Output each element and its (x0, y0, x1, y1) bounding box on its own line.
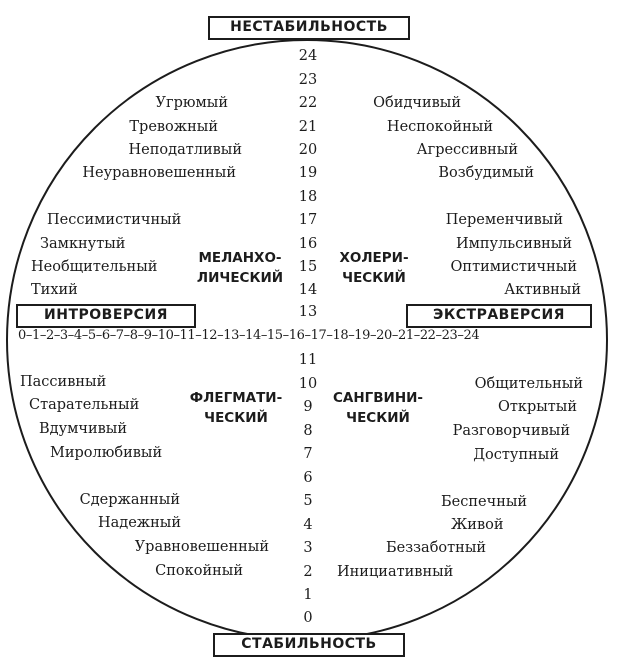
type-sanguine (322, 388, 434, 428)
trait-choleric: Обидчивый (373, 95, 461, 111)
type-choleric-line2: ЧЕСКИЙ (342, 270, 406, 286)
trait-melancholic: Необщительный (31, 259, 158, 275)
trait-melancholic: Неподатливый (128, 142, 242, 158)
trait-sanguine: Беззаботный (386, 540, 487, 556)
trait-melancholic: Угрюмый (155, 95, 228, 111)
trait-sanguine: Разговорчивый (452, 423, 570, 439)
scale-number: 21 (298, 119, 318, 135)
scale-number: 18 (298, 189, 318, 205)
trait-phlegmatic: Сдержанный (79, 492, 180, 508)
trait-melancholic: Неуравновешенный (82, 165, 236, 181)
trait-sanguine: Беспечный (441, 494, 528, 510)
pole-extraversion: ЭКСТРАВЕРСИЯ (406, 304, 592, 328)
scale-number: 4 (303, 517, 313, 533)
scale-number: 7 (303, 446, 313, 462)
scale-number: 19 (298, 165, 318, 181)
scale-number: 2 (303, 564, 313, 580)
type-melancholic-line2: ЛИЧЕСКИЙ (196, 270, 284, 286)
scale-number: 3 (303, 540, 313, 556)
trait-phlegmatic: Вдумчивый (39, 421, 128, 437)
trait-phlegmatic: Уравновешенный (134, 539, 269, 555)
trait-sanguine: Общительный (474, 376, 583, 392)
scale-number: 23 (298, 72, 318, 88)
scale-number: 13 (298, 304, 318, 320)
horizontal-scale: 0–1–2–3–4–5–6–7–8–9–10–11–12–13–14–15–16–17–18–19–20–21–22–23–24 (18, 328, 600, 344)
trait-melancholic: Замкнутый (40, 236, 126, 252)
trait-sanguine: Доступный (473, 447, 559, 463)
trait-phlegmatic: Спокойный (155, 563, 243, 579)
trait-phlegmatic: Старательный (29, 397, 140, 413)
scale-number: 14 (298, 282, 318, 298)
trait-melancholic: Тревожный (129, 119, 218, 135)
trait-phlegmatic: Надежный (97, 515, 181, 531)
pole-instability: НЕСТАБИЛЬНОСТЬ (208, 16, 410, 40)
type-sanguine-line2: ЧЕСКИЙ (346, 410, 410, 426)
type-phlegmatic-line1: ФЛЕГМАТИ- (189, 390, 283, 406)
scale-number: 15 (298, 259, 318, 275)
scale-number: 20 (298, 142, 318, 158)
trait-choleric: Оптимистичный (450, 259, 577, 275)
trait-choleric: Агрессивный (416, 142, 518, 158)
trait-choleric: Активный (504, 282, 581, 298)
pole-introversion: ИНТРОВЕРСИЯ (16, 304, 196, 328)
scale-number: 22 (298, 95, 318, 111)
trait-melancholic: Тихий (31, 282, 78, 298)
trait-phlegmatic: Пассивный (20, 374, 107, 390)
scale-number: 11 (298, 352, 318, 368)
trait-choleric: Переменчивый (445, 212, 563, 228)
scale-number: 0 (303, 610, 313, 626)
trait-sanguine: Открытый (497, 399, 577, 415)
trait-choleric: Импульсивный (455, 236, 572, 252)
trait-melancholic: Пессимистичный (47, 212, 182, 228)
type-choleric (328, 248, 420, 288)
scale-number: 1 (303, 587, 313, 603)
type-phlegmatic-line2: ЧЕСКИЙ (204, 410, 268, 426)
scale-number: 9 (303, 399, 313, 415)
scale-number: 8 (303, 423, 313, 439)
type-melancholic (185, 248, 295, 288)
trait-sanguine: Живой (451, 517, 504, 533)
trait-sanguine: Инициативный (337, 564, 454, 580)
type-sanguine-line1: САНГВИНИ- (332, 390, 424, 406)
scale-number: 17 (298, 212, 318, 228)
type-choleric-line1: ХОЛЕРИ- (339, 250, 409, 266)
type-phlegmatic (180, 388, 292, 428)
type-melancholic-line1: МЕЛАНХО- (198, 250, 282, 266)
scale-number: 16 (298, 236, 318, 252)
scale-number: 10 (298, 376, 318, 392)
trait-phlegmatic: Миролюбивый (50, 445, 163, 461)
scale-number: 5 (303, 493, 313, 509)
trait-choleric: Возбудимый (438, 165, 534, 181)
pole-stability: СТАБИЛЬНОСТЬ (213, 633, 405, 657)
scale-number: 6 (303, 470, 313, 486)
scale-number: 24 (298, 48, 318, 64)
trait-choleric: Неспокойный (386, 119, 493, 135)
